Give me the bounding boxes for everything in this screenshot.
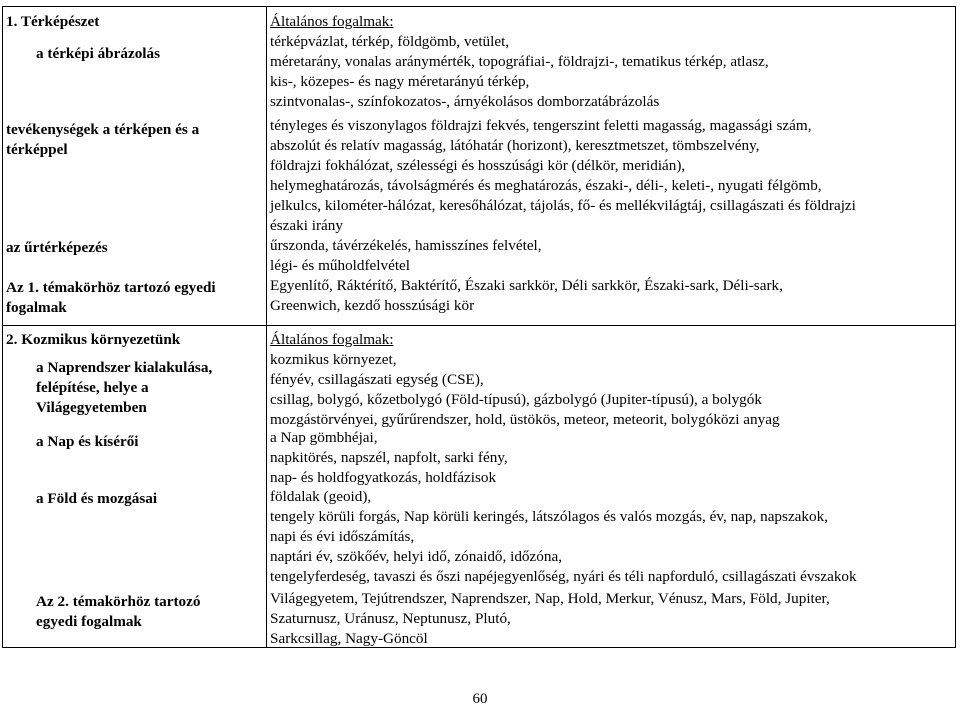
topic-label-unique-concepts-2: Az 2. témakörhöz tartozó egyedi fogalmak [36,593,201,630]
concept-line: Greenwich, kezdő hosszúsági kör [270,297,475,314]
concept-line: a Nap gömbhéjai, [270,429,378,446]
topic-content-solar-system [270,330,954,430]
topic-label-map-activities: tevékenységek a térképen és a térképpel [6,121,200,158]
concept-line: abszolút és relatív magasság, látóhatár (horizont), keresztmetszet, tömbszelvény, [270,137,760,154]
topic-label-sun: a Nap és kísérői [36,433,139,450]
topic-label-map-depiction: a térképi ábrázolás [36,45,161,62]
concept-line: északi irány [270,217,343,234]
concept-line: földalak (geoid), [270,488,372,505]
general-concepts-heading: Általános fogalmak: [270,331,394,348]
concept-line: fényév, csillagászati egység (CSE), [270,371,484,388]
topic-label-earth: a Föld és mozgásai [36,490,158,507]
concept-line: légi- és műholdfelvétel [270,257,411,274]
concept-line: földrajzi fokhálózat, szélességi és hosszúsági kör (délkör, meridián), [270,157,686,174]
topic-content-unique-concepts-2 [270,589,954,649]
section2-title: 2. Kozmikus környezetünk [6,331,181,348]
concept-line: Sarkcsillag, Nagy-Göncöl [270,630,428,647]
topic-content-earth [270,487,954,587]
concept-line: kis-, közepes- és nagy méretarányú térkép, [270,73,530,90]
topic-label-unique-concepts-1: Az 1. témakörhöz tartozó egyedi fogalmak [6,279,216,316]
column-divider [266,7,267,647]
concept-line: helymeghatározás, távolságmérés és meghatározás, északi-, déli-, keleti-, nyugati félgömb, [270,177,822,194]
concept-line: Világegyetem, Tejútrendszer, Naprendszer, Nap, Hold, Merkur, Vénusz, Mars, Föld, Jupiter, [270,590,830,607]
concept-line: mozgástörvényei, gyűrűrendszer, hold, üstökös, meteor, meteorit, bolygóközi anyag [270,411,780,428]
concept-line: szintvonalas-, színfokozatos-, árnyékolásos domborzatábrázolás [270,93,660,110]
concept-line: méretarány, vonalas aránymérték, topográfiai-, földrajzi-, tematikus térkép, atlasz, [270,53,769,70]
topic-content-map-activities [270,116,954,236]
concept-line: tengelyferdeség, tavaszi és őszi napéjegyenlőség, nyári és téli napforduló, csillagászati évszakok [270,568,857,585]
concept-line: kozmikus környezet, [270,351,397,368]
concept-line: csillag, bolygó, kőzetbolygó (Föld-típusú), gázbolygó (Jupiter-típusú), a bolygók [270,391,762,408]
concept-line: naptári év, szökőév, helyi idő, zónaidő, időzóna, [270,548,562,565]
topic-label-solar-system: a Naprendszer kialakulása, felépítése, helye a Világegyetemben [36,359,213,416]
concept-line: napkitörés, napszél, napfolt, sarki fény, [270,449,508,466]
topic-label-space-mapping: az űrtérképezés [6,239,108,256]
topic-content-unique-concepts-1 [270,276,954,316]
concept-line: tényleges és viszonylagos földrajzi fekvés, tengerszint feletti magasság, magassági szám, [270,117,812,134]
concept-line: űrszonda, távérzékelés, hamisszínes felvétel, [270,237,542,254]
concept-line: Szaturnusz, Uránusz, Neptunusz, Plutó, [270,610,511,627]
concept-line: tengely körüli forgás, Nap körüli keringés, látszólagos és valós mozgás, év, nap, napszakok, [270,508,828,525]
concept-line: nap- és holdfogyatkozás, holdfázisok [270,469,497,486]
section1-title: 1. Térképészet [6,13,100,30]
topic-content-sun [270,428,954,488]
concept-line: jelkulcs, kilométer-hálózat, keresőhálózat, tájolás, fő- és mellékvilágtáj, csillagászati és földrajzi [270,197,856,214]
concept-line: napi és évi időszámítás, [270,528,415,545]
topic-content-space-mapping [270,236,954,276]
concept-line: Egyenlítő, Ráktérítő, Baktérítő, Északi sarkkör, Déli sarkkör, Északi-sark, Déli-sark, [270,277,783,294]
concept-line: térképvázlat, térkép, földgömb, vetület, [270,33,510,50]
section-divider [3,325,955,326]
page-number: 60 [472,691,488,707]
general-concepts-heading: Általános fogalmak: [270,13,394,30]
topic-content-map-depiction [270,12,954,112]
